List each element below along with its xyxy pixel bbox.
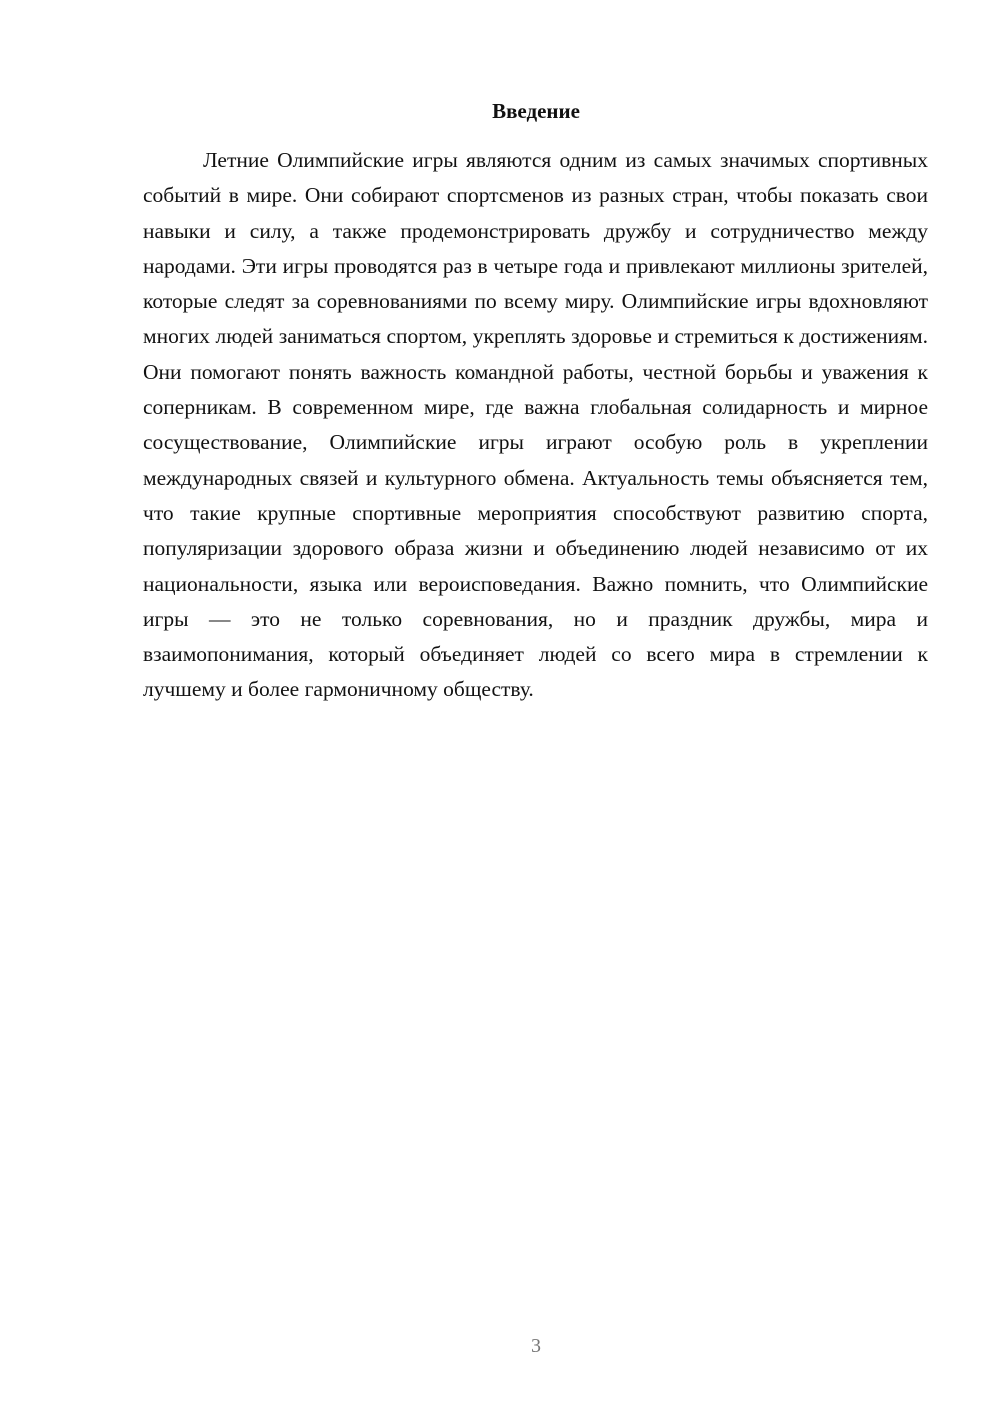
section-heading: Введение	[492, 99, 580, 123]
page-number: 3	[531, 1335, 541, 1357]
body-paragraph: Летние Олимпийские игры являются одним из самых значимых спортивных событий в мире. Они собирают спортсменов из разных стран, чтобы показать свои навыки и силу, а также продемонстрировать дружбу и сотрудничество между народами. Эти игры проводятся раз в четыре года и привлекают миллионы зрителей, которые следят за соревнованиями по всему миру. Олимпийские игры вдохновляют многих людей заниматься спортом, укреплять здоровье и стремиться к достижениям. Они помогают понять важность командной работы, честной борьбы и уважения к соперникам. В современном мире, где важна глобальная солидарность и мирное сосуществование, Олимпийские игры играют особую роль в укреплении международных связей и культурного обмена. Актуальность темы объясняется тем, что такие крупные спортивные мероприятия способствуют развитию спорта, популяризации здорового образа жизни и объединению людей независимо от их национальности, языка или вероисповедания. Важно помнить, что Олимпийские игры — это не только соревнования, но и праздник дружбы, мира и взаимопонимания, который объединяет людей со всего мира в стремлении к лучшему и более гармоничному обществу.	[143, 148, 928, 702]
